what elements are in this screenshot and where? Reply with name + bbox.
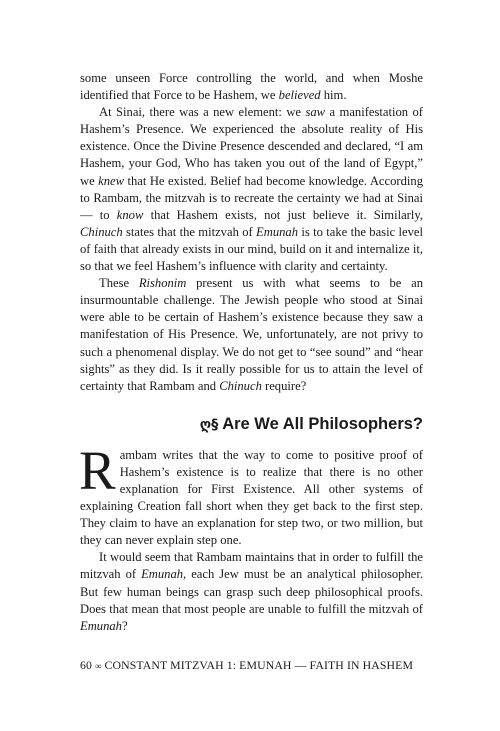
text-run: a manifestation of Hashem’s Presence. We experienced the absolute reality of His existence. Once the Divine Presence descended and declared, “I am Hashem, your God, Who has taken you out of the land of Egypt,” we (80, 105, 424, 188)
page-number: 60 (80, 658, 92, 672)
page-footer (80, 658, 423, 673)
text-run: him. (320, 88, 347, 103)
italic-run: Rishonim (138, 276, 187, 291)
italic-run: knew (98, 173, 125, 188)
text-run: It would seem that Rambam maintains that in order to fulfill the mitzvah of (80, 550, 423, 582)
italic-run: saw (305, 105, 326, 120)
drop-cap: R (79, 439, 116, 501)
italic-run: Emunah (141, 567, 184, 582)
text-run: present us with what seems to be an insurmountable challenge. The Jewish people who stood at Sinai were able to be certain of Hashem’s existence because they saw a manifestation of His Presence. We, unfortunately, are not privy to such a phenomenal display. We do not get to “see sound” and “hear sights” as they did. Is it really possible for us to attain the level of certainty that Rambam and (80, 276, 424, 393)
text-run: that Hashem exists, not just believe it. Similarly, (143, 207, 423, 222)
section-heading (80, 414, 423, 435)
text-run: , each Jew must be an analytical philosopher. But few human beings can grasp such deep philosophical proofs. Does that mean that most people are unable to fulfill the mitzvah of (80, 567, 423, 616)
paragraph-4 (79, 439, 423, 550)
text-run: These (99, 276, 139, 291)
italic-run: Chinuch (219, 378, 262, 393)
italic-run: believed (278, 88, 321, 103)
italic-run: know (116, 207, 144, 222)
running-title: CONSTANT MITZVAH 1: EMUNAH — FAITH IN HASHEM (104, 658, 414, 672)
paragraph-1 (80, 70, 423, 104)
paragraph-2 (80, 104, 423, 275)
paragraph-5 (80, 549, 423, 634)
body-text (80, 70, 423, 635)
ornament-icon: ღ§ (199, 416, 219, 433)
italic-run: Emunah (80, 618, 122, 633)
text-run: ? (121, 618, 128, 633)
paragraph-3 (80, 275, 423, 395)
footer-separator-icon: ∞ (95, 661, 102, 671)
section-title: Are We All Philosophers? (222, 414, 423, 433)
text-run: that He existed. Belief had become knowledge. According to Rambam, the mitzvah is to recreate the certainty we had at Sinai — to (80, 173, 423, 222)
text-run: some unseen Force controlling the world, and when Moshe identified that Force to be Hashem, we (80, 71, 423, 103)
italic-run: Emunah (256, 224, 299, 239)
italic-run: Chinuch (80, 224, 123, 239)
text-run: ambam writes that the way to come to positive proof of Hashem’s existence is to realize that there is no other explanation for First Existence. All other systems of explaining Creation fall short when they get back to the first step. They claim to have an explanation for step two, or two million, but they can never explain step one. (80, 447, 423, 548)
text-run: states that the mitzvah of (122, 224, 257, 239)
text-run: is to take the basic level of faith that already exists in our mind, build on it and internalize it, so that we feel Hashem’s influence with clarity and certainty. (80, 224, 423, 274)
text-run: require? (261, 378, 307, 393)
text-run: At Sinai, there was a new element: we (99, 105, 306, 120)
